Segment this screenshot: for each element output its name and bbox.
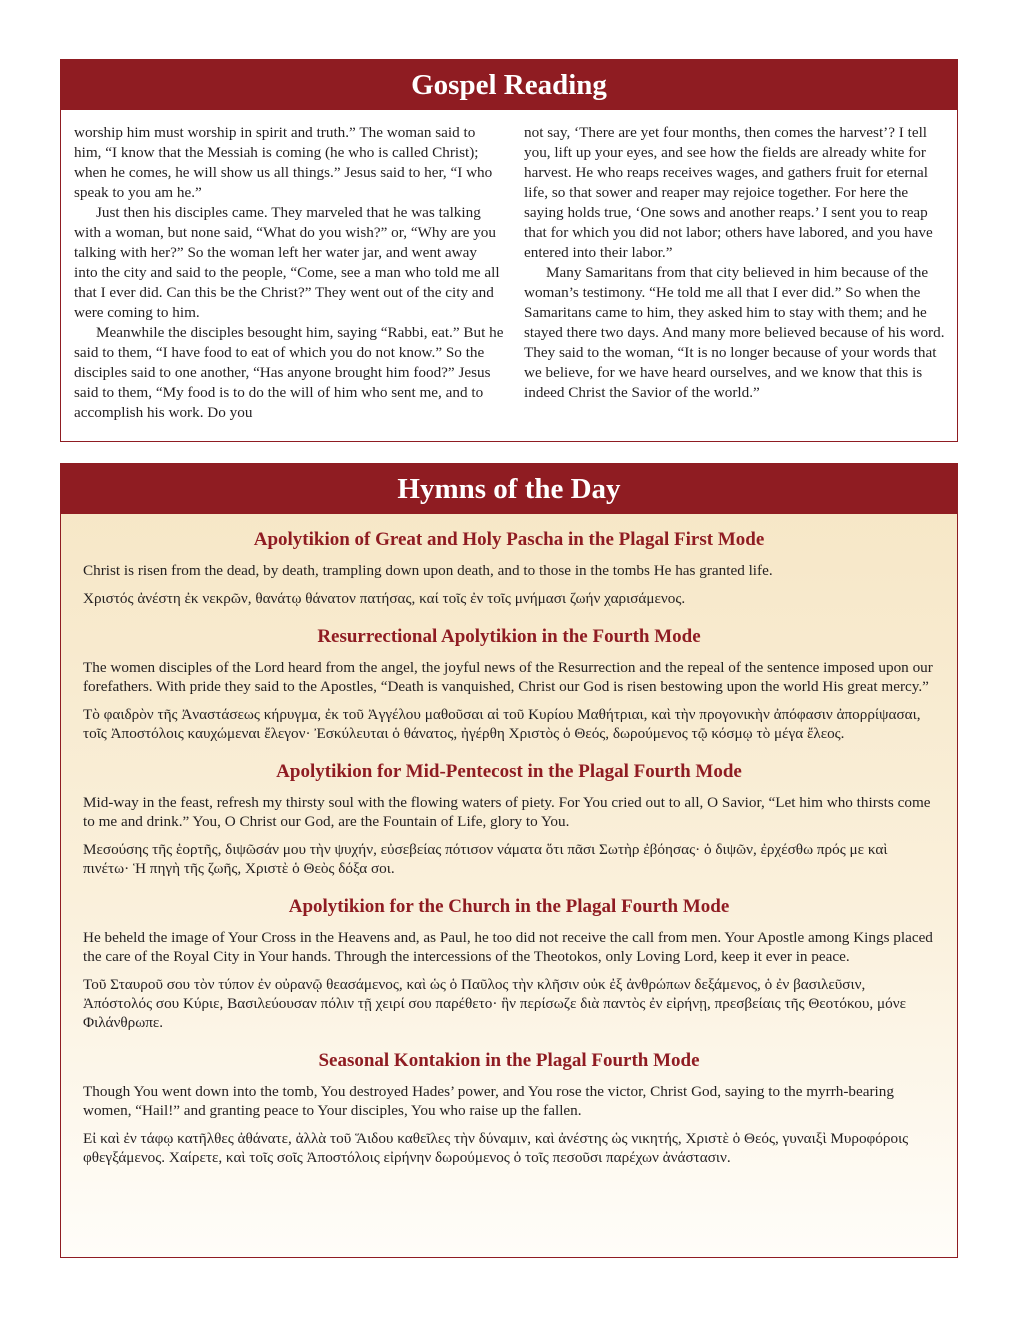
hymn-list bbox=[61, 514, 957, 1167]
hymn-greek-text: Χριστός ἀνέστη ἐκ νεκρῶν, θανάτῳ θάνατον πατήσας, καί τοῖς ἐν τοῖς μνήμασι ζωήν χαρισάμενος. bbox=[83, 590, 686, 607]
hymn-english-text: He beheld the image of Your Cross in the Heavens and, as Paul, he too did not receive the call from men. Your Apostle among Kings placed the care of the Royal City in Your hands. Through the intercessions of the Theotokos, only Loving Lord, keep it ever in peace. bbox=[83, 929, 933, 965]
hymn-item bbox=[83, 528, 935, 608]
hymn-greek-text: Εἰ καὶ ἐν τάφῳ κατῆλθες ἀθάνατε, ἀλλὰ τοῦ Ἅιδου καθεῖλες τὴν δύναμιν, καὶ ἀνέστης ὡς νικητής, Χριστὲ ὁ Θεός, γυναιξὶ Μυροφόροις φθεγξάμενος. Χαίρετε, καὶ τοῖς σοῖς Ἀποστόλοις εἰρήνην δωρούμενος ὁ τοῖς πεσοῦσι παρέχων ἀνάστασιν. bbox=[83, 1130, 909, 1166]
gospel-paragraph: Just then his disciples came. They marveled that he was talking with a woman, but none said, “What do you wish?” or, “Why are you talking with her?” So the woman left her water jar, and went away into the city and said to the people, “Come, see a man who told me all that I ever did. Can this be the Christ?” They went out of the city and were coming to him. bbox=[74, 204, 500, 321]
hymns-title: Hymns of the Day bbox=[61, 464, 957, 514]
hymn-greek-text: Τοῦ Σταυροῦ σου τὸν τύπον ἐν οὐρανῷ θεασάμενος, καὶ ὡς ὁ Παῦλος τὴν κλῆσιν οὐκ ἐξ ἀνθρώπων δεξάμενος, ὁ ἐν βασιλεῦσιν, Ἀπόστολός σου Κύριε, Βασιλεύουσαν πόλιν τῇ χειρί σου παρέθετο· ἣν περίσωζε διὰ παντὸς ἐν εἰρήνῃ, πρεσβείαις τῆς Θεοτόκου, μόνε Φιλάνθρωπε. bbox=[83, 976, 906, 1031]
hymn-greek-text: Μεσούσης τῆς ἑορτῆς, διψῶσάν μου τὴν ψυχήν, εὐσεβείας πότισον νάματα ὅτι πᾶσι Σωτὴρ ἐβόησας· ὁ διψῶν, ἐρχέσθω πρός με καὶ πινέτω· Ἡ πηγὴ τῆς ζωῆς, Χριστὲ ὁ Θεὸς δόξα σοι. bbox=[83, 841, 888, 877]
hymns-of-the-day-section bbox=[60, 463, 958, 1258]
gospel-reading-section bbox=[60, 59, 958, 442]
gospel-reading-title: Gospel Reading bbox=[61, 60, 957, 110]
hymn-english-text: Christ is risen from the dead, by death, trampling down upon death, and to those in the tombs He has granted life. bbox=[83, 562, 773, 579]
gospel-left-column bbox=[74, 123, 504, 423]
hymn-heading: Apolytikion of Great and Holy Pascha in the Plagal First Mode bbox=[253, 529, 765, 550]
hymn-english-text: The women disciples of the Lord heard from the angel, the joyful news of the Resurrection and the repeal of the sentence imposed upon our forefathers. With pride they said to the Apostles, “Death is vanquished, Christ our God is risen bestowing upon the world His great mercy.” bbox=[83, 659, 933, 695]
hymn-heading: Apolytikion for Mid-Pentecost in the Plagal Fourth Mode bbox=[276, 761, 742, 782]
gospel-paragraph: Meanwhile the disciples besought him, saying “Rabbi, eat.” But he said to them, “I have food to eat of which you do not know.” So the disciples said to one another, “Has anyone brought him food?” Jesus said to them, “My food is to do the will of him who sent me, and to accomplish his work. Do you bbox=[74, 324, 504, 421]
hymn-item bbox=[83, 760, 935, 878]
hymn-item bbox=[83, 625, 935, 743]
gospel-right-column bbox=[524, 123, 948, 403]
hymn-item bbox=[83, 895, 935, 1032]
hymn-english-text: Mid-way in the feast, refresh my thirsty soul with the flowing waters of piety. For You cried out to all, O Savior, “Let him who thirsts come to me and drink.” You, O Christ our God, are the Fountain of Life, glory to You. bbox=[83, 794, 931, 830]
hymn-heading: Seasonal Kontakion in the Plagal Fourth Mode bbox=[318, 1050, 700, 1071]
hymn-heading: Resurrectional Apolytikion in the Fourth Mode bbox=[317, 626, 701, 647]
gospel-paragraph: worship him must worship in spirit and truth.” The woman said to him, “I know that the Messiah is coming (he who is called Christ); when he comes, he will show us all things.” Jesus said to her, “I who speak to you am he.” bbox=[74, 124, 493, 201]
gospel-paragraph: Many Samaritans from that city believed in him because of the woman’s testimony. “He told me all that I ever did.” So when the Samaritans came to him, they asked him to stay with them; and he stayed there two days. And many more believed because of his word. They said to the woman, “It is no longer because of your words that we believe, for we have heard ourselves, and we know that this is indeed Christ the Savior of the world.” bbox=[524, 264, 945, 401]
hymn-heading: Apolytikion for the Church in the Plagal Fourth Mode bbox=[288, 896, 730, 917]
hymn-english-text: Though You went down into the tomb, You destroyed Hades’ power, and You rose the victor, Christ God, saying to the myrrh-bearing women, “Hail!” and granting peace to Your disciples, You who raise up the fallen. bbox=[83, 1083, 894, 1119]
hymn-item bbox=[83, 1049, 935, 1167]
hymn-greek-text: Τὸ φαιδρὸν τῆς Ἀναστάσεως κήρυγμα, ἐκ τοῦ Ἀγγέλου μαθοῦσαι αἱ τοῦ Κυρίου Μαθήτριαι, καὶ τὴν προγονικὴν ἀπόφασιν ἀπορρίψασαι, τοῖς Ἀποστόλοις καυχώμεναι ἔλεγον· Ἐσκύλευται ὁ θάνατος, ἠγέρθη Χριστὸς ὁ Θεός, δωρούμενος τῷ κόσμῳ τὸ μέγα ἔλεος. bbox=[83, 706, 921, 742]
gospel-paragraph: not say, ‘There are yet four months, then comes the harvest’? I tell you, lift up your eyes, and see how the fields are already white for harvest. He who reaps receives wages, and gathers fruit for eternal life, so that sower and reaper may rejoice together. For here the saying holds true, ‘One sows and another reaps.’ I sent you to reap that for which you did not labor; others have labored, and you have entered into their labor.” bbox=[524, 124, 933, 261]
